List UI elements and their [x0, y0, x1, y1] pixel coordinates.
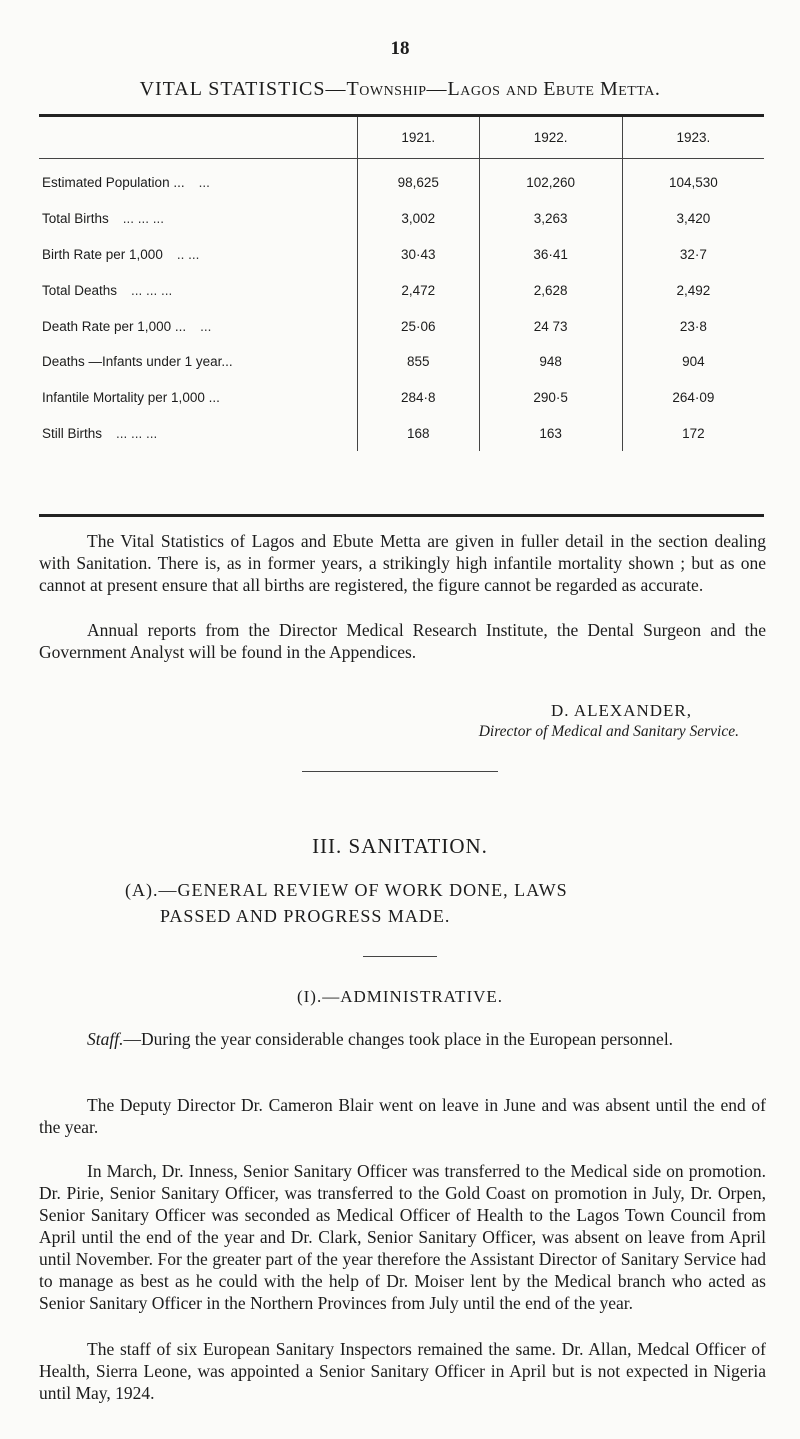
section-title: III. SANITATION.	[312, 834, 488, 858]
row-leader-dots: ...	[198, 175, 210, 191]
table-header-year: 1923.	[622, 117, 764, 159]
document-title	[0, 78, 800, 101]
table-bottom-rule	[39, 514, 764, 517]
cell-value: 168	[358, 416, 480, 452]
title-dash: —	[426, 78, 448, 100]
cell-value: 23·8	[622, 308, 764, 344]
cell-value: 104,530	[622, 159, 764, 201]
cell-value: 855	[358, 344, 480, 380]
staff-label: Staff.	[87, 1029, 124, 1049]
cell-value: 36·41	[479, 237, 622, 273]
paragraph-staff	[39, 1028, 766, 1050]
row-label-text: Infantile Mortality per 1,000 ...	[42, 390, 220, 406]
staff-text: —During the year considerable changes took place in the European personnel.	[123, 1029, 674, 1049]
row-leader-dots: ...	[200, 318, 212, 334]
section-divider	[302, 771, 498, 772]
title-separator: —	[325, 78, 347, 100]
section-subtitle-line1: (A).—GENERAL REVIEW OF WORK DONE, LAWS	[125, 880, 568, 900]
table-row	[39, 201, 764, 237]
row-label-text: Birth Rate per 1,000	[42, 246, 163, 262]
table-header-year: 1921.	[358, 117, 480, 159]
section-subtitle-line2: PASSED AND PROGRESS MADE.	[160, 906, 451, 926]
paragraph-sanitary-inspectors: The staff of six European Sanitary Inspectors remained the same. Dr. Allan, Medcal Officer of Health, Sierra Leone, was appointed a Senior Sanitary Officer in April but is not expected in Nigeria until May, 1924.	[39, 1339, 766, 1403]
table-row	[39, 344, 764, 380]
paragraph-deputy-director: The Deputy Director Dr. Cameron Blair went on leave in June and was absent until the end of the year.	[39, 1095, 766, 1137]
cell-value: 948	[479, 344, 622, 380]
title-place: Lagos and Ebute Metta.	[447, 78, 661, 100]
row-label	[39, 159, 358, 201]
cell-value: 3,263	[479, 201, 622, 237]
cell-value: 284·8	[358, 380, 480, 416]
paragraph-annual-reports: Annual reports from the Director Medical Research Institute, the Dental Surgeon and the Government Analyst will be found in the Appendices.	[39, 620, 766, 662]
signature-title: Director of Medical and Sanitary Service.	[478, 723, 739, 740]
table-row	[39, 272, 764, 308]
table-row	[39, 416, 764, 452]
row-label	[39, 344, 358, 380]
cell-value: 25·06	[358, 308, 480, 344]
row-label-text: Death Rate per 1,000 ...	[42, 318, 187, 334]
row-label	[39, 308, 358, 344]
row-label	[39, 416, 358, 452]
table-header-row	[39, 117, 764, 159]
cell-value: 102,260	[479, 159, 622, 201]
table-row	[39, 159, 764, 201]
cell-value: 904	[622, 344, 764, 380]
table-body	[39, 159, 764, 452]
cell-value: 172	[622, 416, 764, 452]
cell-value: 24 73	[479, 308, 622, 344]
title-township: Township	[346, 78, 427, 100]
row-leader-dots: ... ... ...	[116, 425, 158, 441]
cell-value: 98,625	[358, 159, 480, 201]
row-label	[39, 201, 358, 237]
subsection-divider	[363, 956, 437, 957]
row-label	[39, 272, 358, 308]
table-row	[39, 380, 764, 416]
cell-value: 2,628	[479, 272, 622, 308]
cell-value: 290·5	[479, 380, 622, 416]
table-header-blank	[39, 117, 358, 159]
administrative-heading: (I).—ADMINISTRATIVE.	[296, 987, 504, 1006]
row-leader-dots: ... ... ...	[131, 282, 173, 298]
paragraph-staff-changes: In March, Dr. Inness, Senior Sanitary Officer was transferred to the Medical side on promotion. Dr. Pirie, Senior Sanitary Officer, was transferred to the Gold Coast on promotion in July, Dr. Orpen, Senior Sanitary Officer was seconded as Medical Officer of Health to the Lagos Town Council from April until the end of the year and Dr. Clark, Senior Sanitary Officer, was absent on leave from April until November. For the greater part of the year therefore the Assistant Director of Sanitary Service had to manage as best as he could with the help of Dr. Moiser lent by the Medical branch who acted as Senior Sanitary Officer in the Northern Provinces from July until the end of the year.	[39, 1161, 766, 1313]
row-label-text: Deaths —Infants under 1 year...	[42, 354, 233, 370]
row-leader-dots: .. ...	[176, 246, 200, 262]
cell-value: 163	[479, 416, 622, 452]
table-row	[39, 237, 764, 273]
table-row	[39, 308, 764, 344]
row-label-text: Still Births	[42, 425, 103, 441]
cell-value: 3,420	[622, 201, 764, 237]
cell-value: 32·7	[622, 237, 764, 273]
paragraph-vital-statistics-note: The Vital Statistics of Lagos and Ebute Metta are given in fuller detail in the section dealing with Sanitation. There is, as in former years, a strikingly high infantile mortality shown ; but as one cannot at present ensure that all births are registered, the figure cannot be regarded as accurate.	[39, 531, 766, 595]
cell-value: 3,002	[358, 201, 480, 237]
row-label-text: Total Deaths	[42, 282, 118, 298]
row-leader-dots: ... ... ...	[122, 211, 165, 227]
row-label	[39, 380, 358, 416]
signature-name: D. ALEXANDER,	[551, 701, 692, 720]
section-subtitle	[125, 877, 725, 929]
row-label-text: Total Births	[42, 211, 109, 227]
row-label-text: Estimated Population ...	[42, 175, 185, 191]
vital-statistics-table	[39, 117, 764, 451]
page-number: 18	[390, 38, 410, 59]
row-label	[39, 237, 358, 273]
table-header-year: 1922.	[479, 117, 622, 159]
title-main: VITAL STATISTICS	[139, 78, 326, 100]
cell-value: 2,472	[358, 272, 480, 308]
cell-value: 2,492	[622, 272, 764, 308]
cell-value: 30·43	[358, 237, 480, 273]
cell-value: 264·09	[622, 380, 764, 416]
